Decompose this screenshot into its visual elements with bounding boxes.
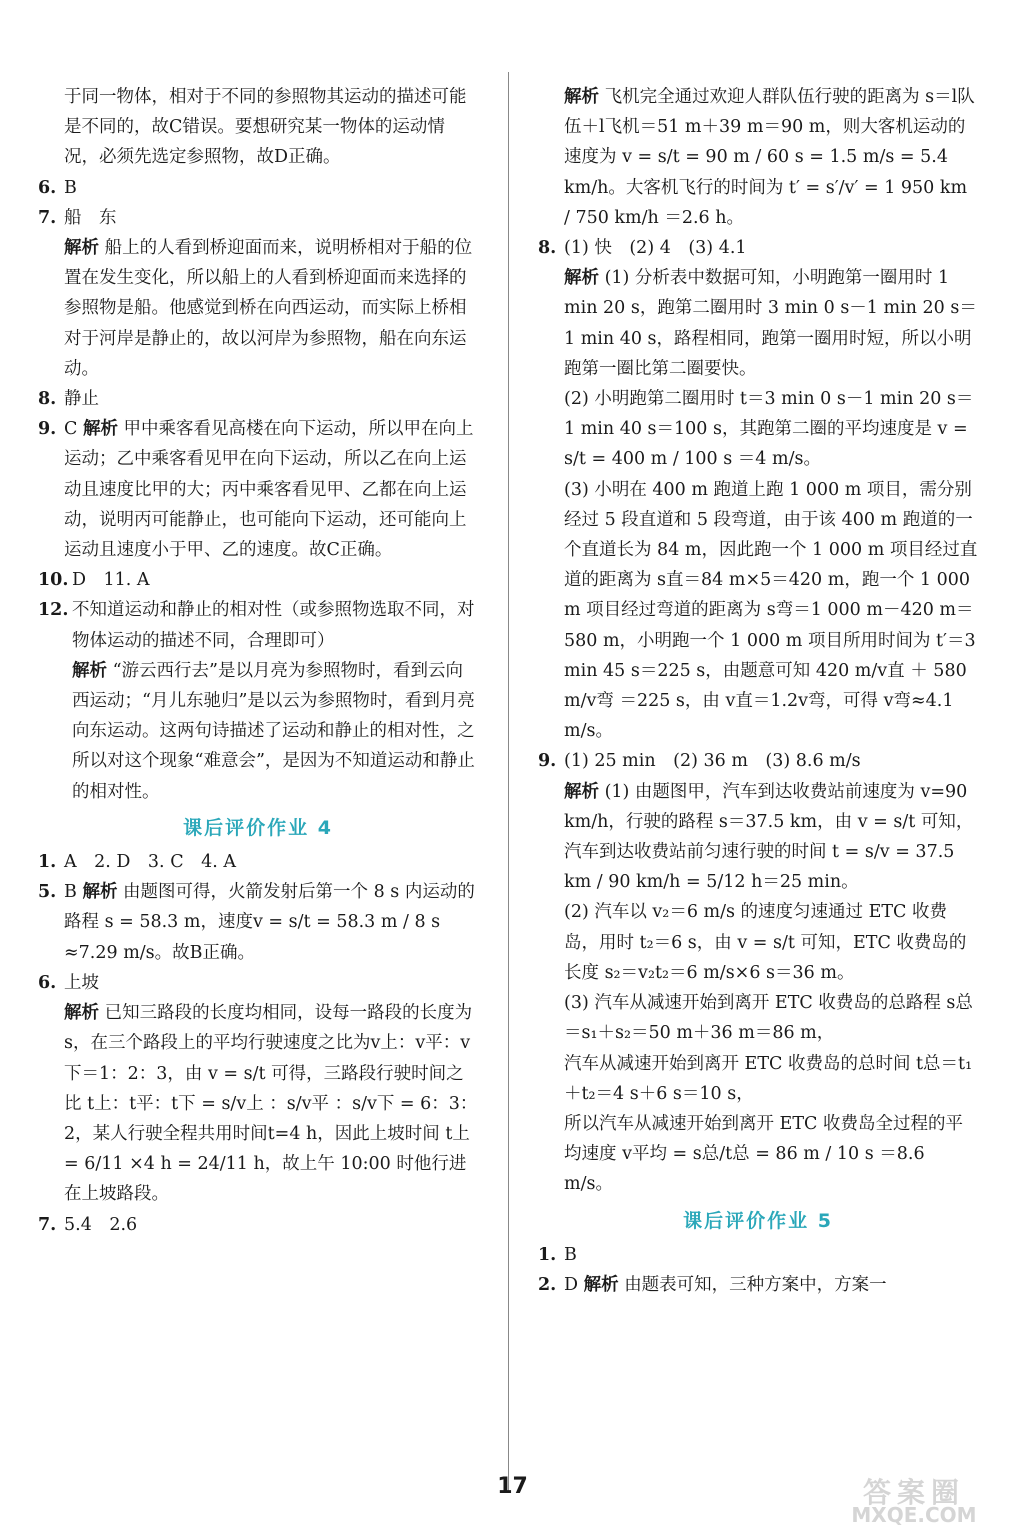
answer-item <box>38 565 478 595</box>
answer-item <box>538 746 978 776</box>
watermark-line: MXQE.COM <box>851 1503 977 1527</box>
item-number: 2. <box>538 1274 557 1295</box>
answer-item <box>538 233 978 263</box>
left-column <box>38 82 478 1240</box>
analysis-text: 船上的人看到桥迎面而来，说明桥相对于船的位置在发生变化，所以船上的人看到桥迎面而来选择的参照物是船。他感觉到桥在向西运动，而实际上桥相对于河岸是静止的，故以河岸为参照物，船在向东运动。 <box>64 238 473 379</box>
item-number: 8. <box>38 389 57 410</box>
answer-text: D 11. A <box>72 570 150 591</box>
analysis-text: 由题表可知，三种方案中，方案一 <box>624 1274 887 1295</box>
section-heading: 课后评价作业 5 <box>683 1209 833 1232</box>
analysis-text: (1) 分析表中数据可知，小明跑第一圈用时 1 min 20 s，跑第二圈用时 3 min 0 s－1 min 20 s＝1 min 40 s，路程相同，跑第一圈用时短，所以小明跑第一圈比第二圈要快。 <box>564 268 977 379</box>
answer-item <box>38 1210 478 1240</box>
item-number: 1. <box>38 852 57 873</box>
analysis-label: 解析 <box>564 87 599 107</box>
answer-text: (1) 快 (2) 4 (3) 4.1 <box>564 238 747 259</box>
analysis-label: 解析 <box>64 238 99 259</box>
item-number: 6. <box>38 972 57 993</box>
analysis-text: 甲中乘客看见高楼在向下运动，所以甲在向上运动；乙中乘客看见甲在向下运动，所以乙在向上运动且速度比甲的大；丙中乘客看见甲、乙都在向上运动，说明丙可能静止，也可能向下运动，还可能向上运动且速度小于甲、乙的速度。故C正确。 <box>64 419 474 561</box>
analysis-text: “游云西行去”是以月亮为参照物时，看到云向西运动；“月儿东驰归”是以云为参照物时，看到月亮向东运动。这两句诗描述了运动和静止的相对性，之所以对这个现象“难意会”，是因为不知道运动和静止的相对性。 <box>72 660 475 802</box>
right-column <box>538 82 978 1300</box>
analysis-label: 解析 <box>82 419 118 440</box>
answer-text: C <box>64 419 78 440</box>
answer-item <box>38 173 478 203</box>
analysis-paragraph: 所以汽车从减速开始到离开 ETC 收费岛全过程的平均速度 v平均 = s总/t总 = 86 m / 10 s ＝8.6 m/s。 <box>564 1113 963 1195</box>
answer-item <box>38 414 478 565</box>
analysis <box>38 998 478 1209</box>
analysis-text: 飞机完全通过欢迎人群队伍行驶的距离为 s＝l队伍＋l飞机＝51 m＋39 m＝90 m，则大客机运动的速度为 v = s/t = 90 m / 60 s = 1.5 m/s = 5.4 km/h。大客机飞行的时间为 t′ = s′/v′ = 1 950 km / 750 km/h ＝2.6 h。 <box>564 87 975 228</box>
answer-text: B <box>64 177 77 198</box>
watermark-line: 答案圈 <box>862 1476 965 1509</box>
item-number: 9. <box>538 751 557 772</box>
answer-text: A 2. D 3. C 4. A <box>64 852 236 873</box>
item-number: 10. <box>38 570 69 591</box>
item-number: 7. <box>38 1214 57 1235</box>
item-number: 1. <box>538 1244 557 1265</box>
answer-item <box>38 595 478 655</box>
item-number: 9. <box>38 419 57 440</box>
analysis-label: 解析 <box>564 268 599 289</box>
answer-item <box>38 384 478 414</box>
item-number: 6. <box>38 177 57 198</box>
analysis <box>538 82 978 233</box>
answer-text: 5.4 2.6 <box>64 1214 138 1235</box>
analysis-paragraph: (3) 小明在 400 m 跑道上跑 1 000 m 项目，需分别经过 5 段直道和 5 段弯道，由于该 400 m 跑道的一个直道长为 84 m，因此跑一个 1 000 m 项目经过直道的距离为 s直＝84 m×5＝420 m，跑一个 1 000 m 项目经过弯道的距离为 s弯＝1 000 m－420 m＝580 m，小明跑一个 1 000 m 项目所用时间为 t′＝3 min 45 s＝225 s，由题意可知 420 m/v直 ＋ 580 m/v弯 ＝225 s，由 v直＝1.2v弯，可得 v弯≈4.1 m/s。 <box>564 479 978 742</box>
continuation-text: 于同一物体，相对于不同的参照物其运动的描述可能是不同的，故C错误。要想研究某一物体的运动情况，必须先选定参照物，故D正确。 <box>64 87 467 168</box>
section-heading: 课后评价作业 4 <box>183 816 333 839</box>
item-number: 12. <box>38 600 69 621</box>
analysis-text: 由题图可得，火箭发射后第一个 8 s 内运动的路程 s = 58.3 m，速度v = s/t = 58.3 m / 8 s ≈7.29 m/s。故B正确。 <box>64 882 475 963</box>
answer-text: 船 东 <box>64 207 117 228</box>
answer-item <box>538 1240 978 1270</box>
column-divider <box>508 72 509 1492</box>
answer-text: 上坡 <box>64 972 99 993</box>
analysis-paragraph: 汽车从减速开始到离开 ETC 收费岛的总时间 t总＝t₁＋t₂＝4 s＋6 s＝10 s， <box>564 1053 973 1104</box>
answer-item <box>38 847 478 877</box>
answer-text: D <box>564 1274 579 1295</box>
answer-item <box>538 1270 978 1300</box>
analysis-label: 解析 <box>583 1274 619 1295</box>
analysis-text: 已知三路段的长度均相同，设每一路段的长度为s，在三个路段上的平均行驶速度之比为v上：v平：v下＝1：2：3，由 v = s/t 可得，三路段行驶时间之比 t上：t平：t下 = s/v上 ：s/v平 ：s/v下 = 6：3：2，某人行驶全程共用时间t=4 h，因此上坡时间 t上 = 6/11 ×4 h = 24/11 h，故上午 10:00 时他行进在上坡路段。 <box>64 1003 478 1205</box>
watermark-logo <box>819 1476 1009 1530</box>
analysis-text: (1) 由题图甲，汽车到达收费站前速度为 v=90 km/h，行驶的路程 s＝37.5 km，由 v = s/t 可知，汽车到达收费站前匀速行驶的时间 t = s/v = 37.5 km / 90 km/h = 5/12 h＝25 min。 <box>564 781 974 893</box>
page-number: 17 <box>497 1474 528 1499</box>
item-number: 7. <box>38 207 57 228</box>
analysis-paragraph: (2) 小明跑第二圈用时 t＝3 min 0 s－1 min 20 s＝1 min 40 s＝100 s，其跑第二圈的平均速度是 v = s/t = 400 m / 100 s ＝4 m/s。 <box>564 389 974 470</box>
analysis <box>38 656 478 807</box>
answer-text: B <box>64 882 77 903</box>
item-number: 8. <box>538 238 557 259</box>
answer-text: (1) 25 min (2) 36 m (3) 8.6 m/s <box>564 751 861 772</box>
analysis-paragraph: (3) 汽车从减速开始到离开 ETC 收费岛的总路程 s总＝s₁＋s₂＝50 m＋36 m＝86 m， <box>564 993 973 1044</box>
analysis-label: 解析 <box>72 660 107 681</box>
item-number: 5. <box>38 882 57 903</box>
analysis <box>38 233 478 384</box>
analysis-label: 解析 <box>82 882 118 903</box>
analysis-label: 解析 <box>64 1003 99 1024</box>
answer-text: 静止 <box>64 389 99 410</box>
answer-item <box>38 877 478 968</box>
analysis <box>538 263 978 384</box>
answer-text: B <box>564 1244 577 1265</box>
answer-item <box>38 968 478 998</box>
answer-item <box>38 203 478 233</box>
analysis <box>538 777 978 898</box>
answer-text: 不知道运动和静止的相对性（或参照物选取不同，对物体运动的描述不同，合理即可） <box>72 600 475 651</box>
analysis-label: 解析 <box>564 781 599 802</box>
analysis-paragraph: (2) 汽车以 v₂＝6 m/s 的速度匀速通过 ETC 收费岛，用时 t₂＝6 s，由 v = s/t 可知，ETC 收费岛的长度 s₂＝v₂t₂＝6 m/s×6 s＝36 m。 <box>564 902 967 983</box>
